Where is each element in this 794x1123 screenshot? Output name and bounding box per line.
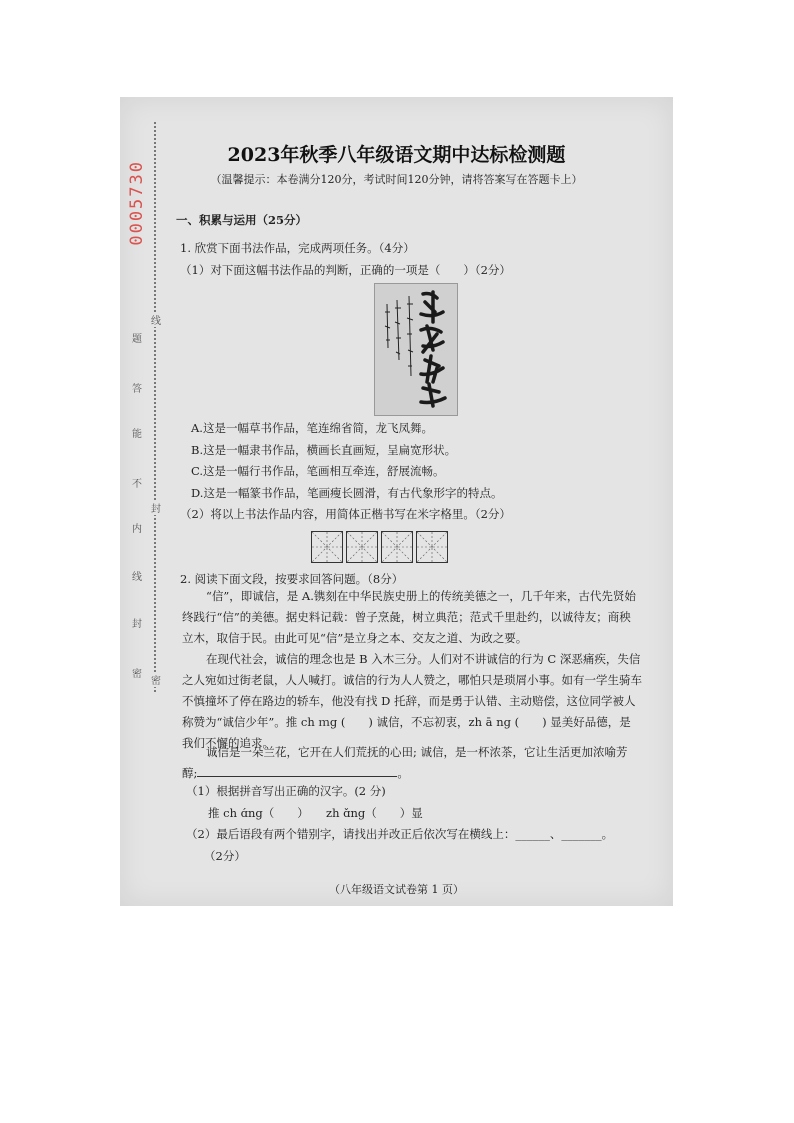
seal-char: 内 (132, 524, 142, 535)
seal-marker: 线 (149, 312, 163, 327)
passage-paragraph-3-text: 诚信是一朵兰花，它开在人们荒抚的心田; 诚信，是一杯浓茶，它让生活更加浓喻芳醇; (182, 745, 628, 780)
mi-grid (311, 531, 448, 563)
answer-blank[interactable] (197, 776, 397, 777)
question-1-part-1: （1）对下面这幅书法作品的判断，正确的一项是（ ）（2分） (180, 263, 511, 277)
passage-paragraph-1: “信”，即诚信，是 A.镌刻在中华民族史册上的传统美德之一，几千年来，古代先贤始终践行“信”的美德。据史料记载：曾子烹彘，树立典范；范式千里赴约，以诚待友；商秧立木，取信于民。由此可见“信”是立身之本、交友之道、为政之要。 (182, 589, 636, 645)
question-1-part-2: （2）将以上书法作品内容，用简体正楷书写在米字格里。（2分） (180, 507, 511, 521)
mi-grid-cell[interactable] (346, 531, 378, 563)
exam-title: 2023年秋季八年级语文期中达标检测题 (227, 144, 566, 166)
serial-number: 0005730 (127, 160, 147, 246)
pinyin-line: 推 ch ɑ́ng（ ） zh ɑ̌ng（ ）显 (208, 806, 423, 820)
option-b: B.这是一幅隶书作品，横画长直画短，呈扁宽形状。 (191, 443, 457, 457)
seal-char: 答 (132, 384, 142, 395)
passage-paragraph-3-end: 。 (397, 766, 409, 780)
question-2-part-2: （2）最后语段有两个错别字，请找出并改正后依次写在横线上：______、_______。 (186, 827, 614, 841)
question-2-part-2-points: （2分） (204, 849, 246, 863)
passage-paragraph-3 (182, 742, 642, 784)
question-2-stem: 2. 阅读下面文段，按要求回答问题。（8分） (180, 572, 404, 586)
question-2-part-1: （1）根据拼音写出正确的汉字。(2 分) (186, 784, 386, 798)
seal-char: 不 (132, 479, 142, 490)
seal-char: 密 (132, 669, 142, 680)
seal-char: 封 (132, 619, 142, 630)
option-d: D.这是一幅篆书作品，笔画瘦长圆滑，有古代象形字的特点。 (191, 486, 503, 500)
option-a: A.这是一幅草书作品，笔连绵省简，龙飞凤舞。 (191, 421, 433, 435)
option-c: C.这是一幅行书作品，笔画相互牵连，舒展流畅。 (191, 464, 445, 478)
section-heading: 一、积累与运用（25分） (176, 213, 308, 227)
calligraphy-artwork (374, 283, 458, 416)
mi-grid-cell[interactable] (381, 531, 413, 563)
seal-dotted-line (154, 122, 156, 692)
question-1-stem: 1. 欣赏下面书法作品，完成两项任务。（4分） (180, 241, 415, 255)
seal-char: 能 (132, 429, 142, 440)
calligraphy-image (375, 284, 457, 415)
exam-instructions: （温馨提示：本卷满分120分，考试时间120分钟，请将答案写在答题卡上） (210, 173, 583, 186)
mi-grid-cell[interactable] (416, 531, 448, 563)
passage-paragraph-2: 在现代社会，诚信的理念也是 B 入木三分。人们对不讲诚信的行为 C 深恶痛疾，失信之人宛如过街老鼠，人人喊打。诚信的行为人人赞之，哪怕只是琐屑小事。如有一学生骑车不慎撞坏了停在路边的轿车，他没有找 D 托辞，而是勇于认错、主动赔偿，这位同学被人称赞为“诚信少年”。推 ch ｍg ( ) 诚信，不忘初衷，zh ā ng ( ) 显美好品德，是我们不懈的追求。 (182, 652, 642, 750)
page-footer: （八年级语文试卷第 1 页） (329, 883, 464, 896)
seal-char: 题 (132, 334, 142, 345)
mi-grid-cell[interactable] (311, 531, 343, 563)
seal-char: 线 (132, 572, 142, 583)
seal-marker: 密 (149, 672, 163, 687)
seal-marker: 封 (149, 500, 163, 515)
